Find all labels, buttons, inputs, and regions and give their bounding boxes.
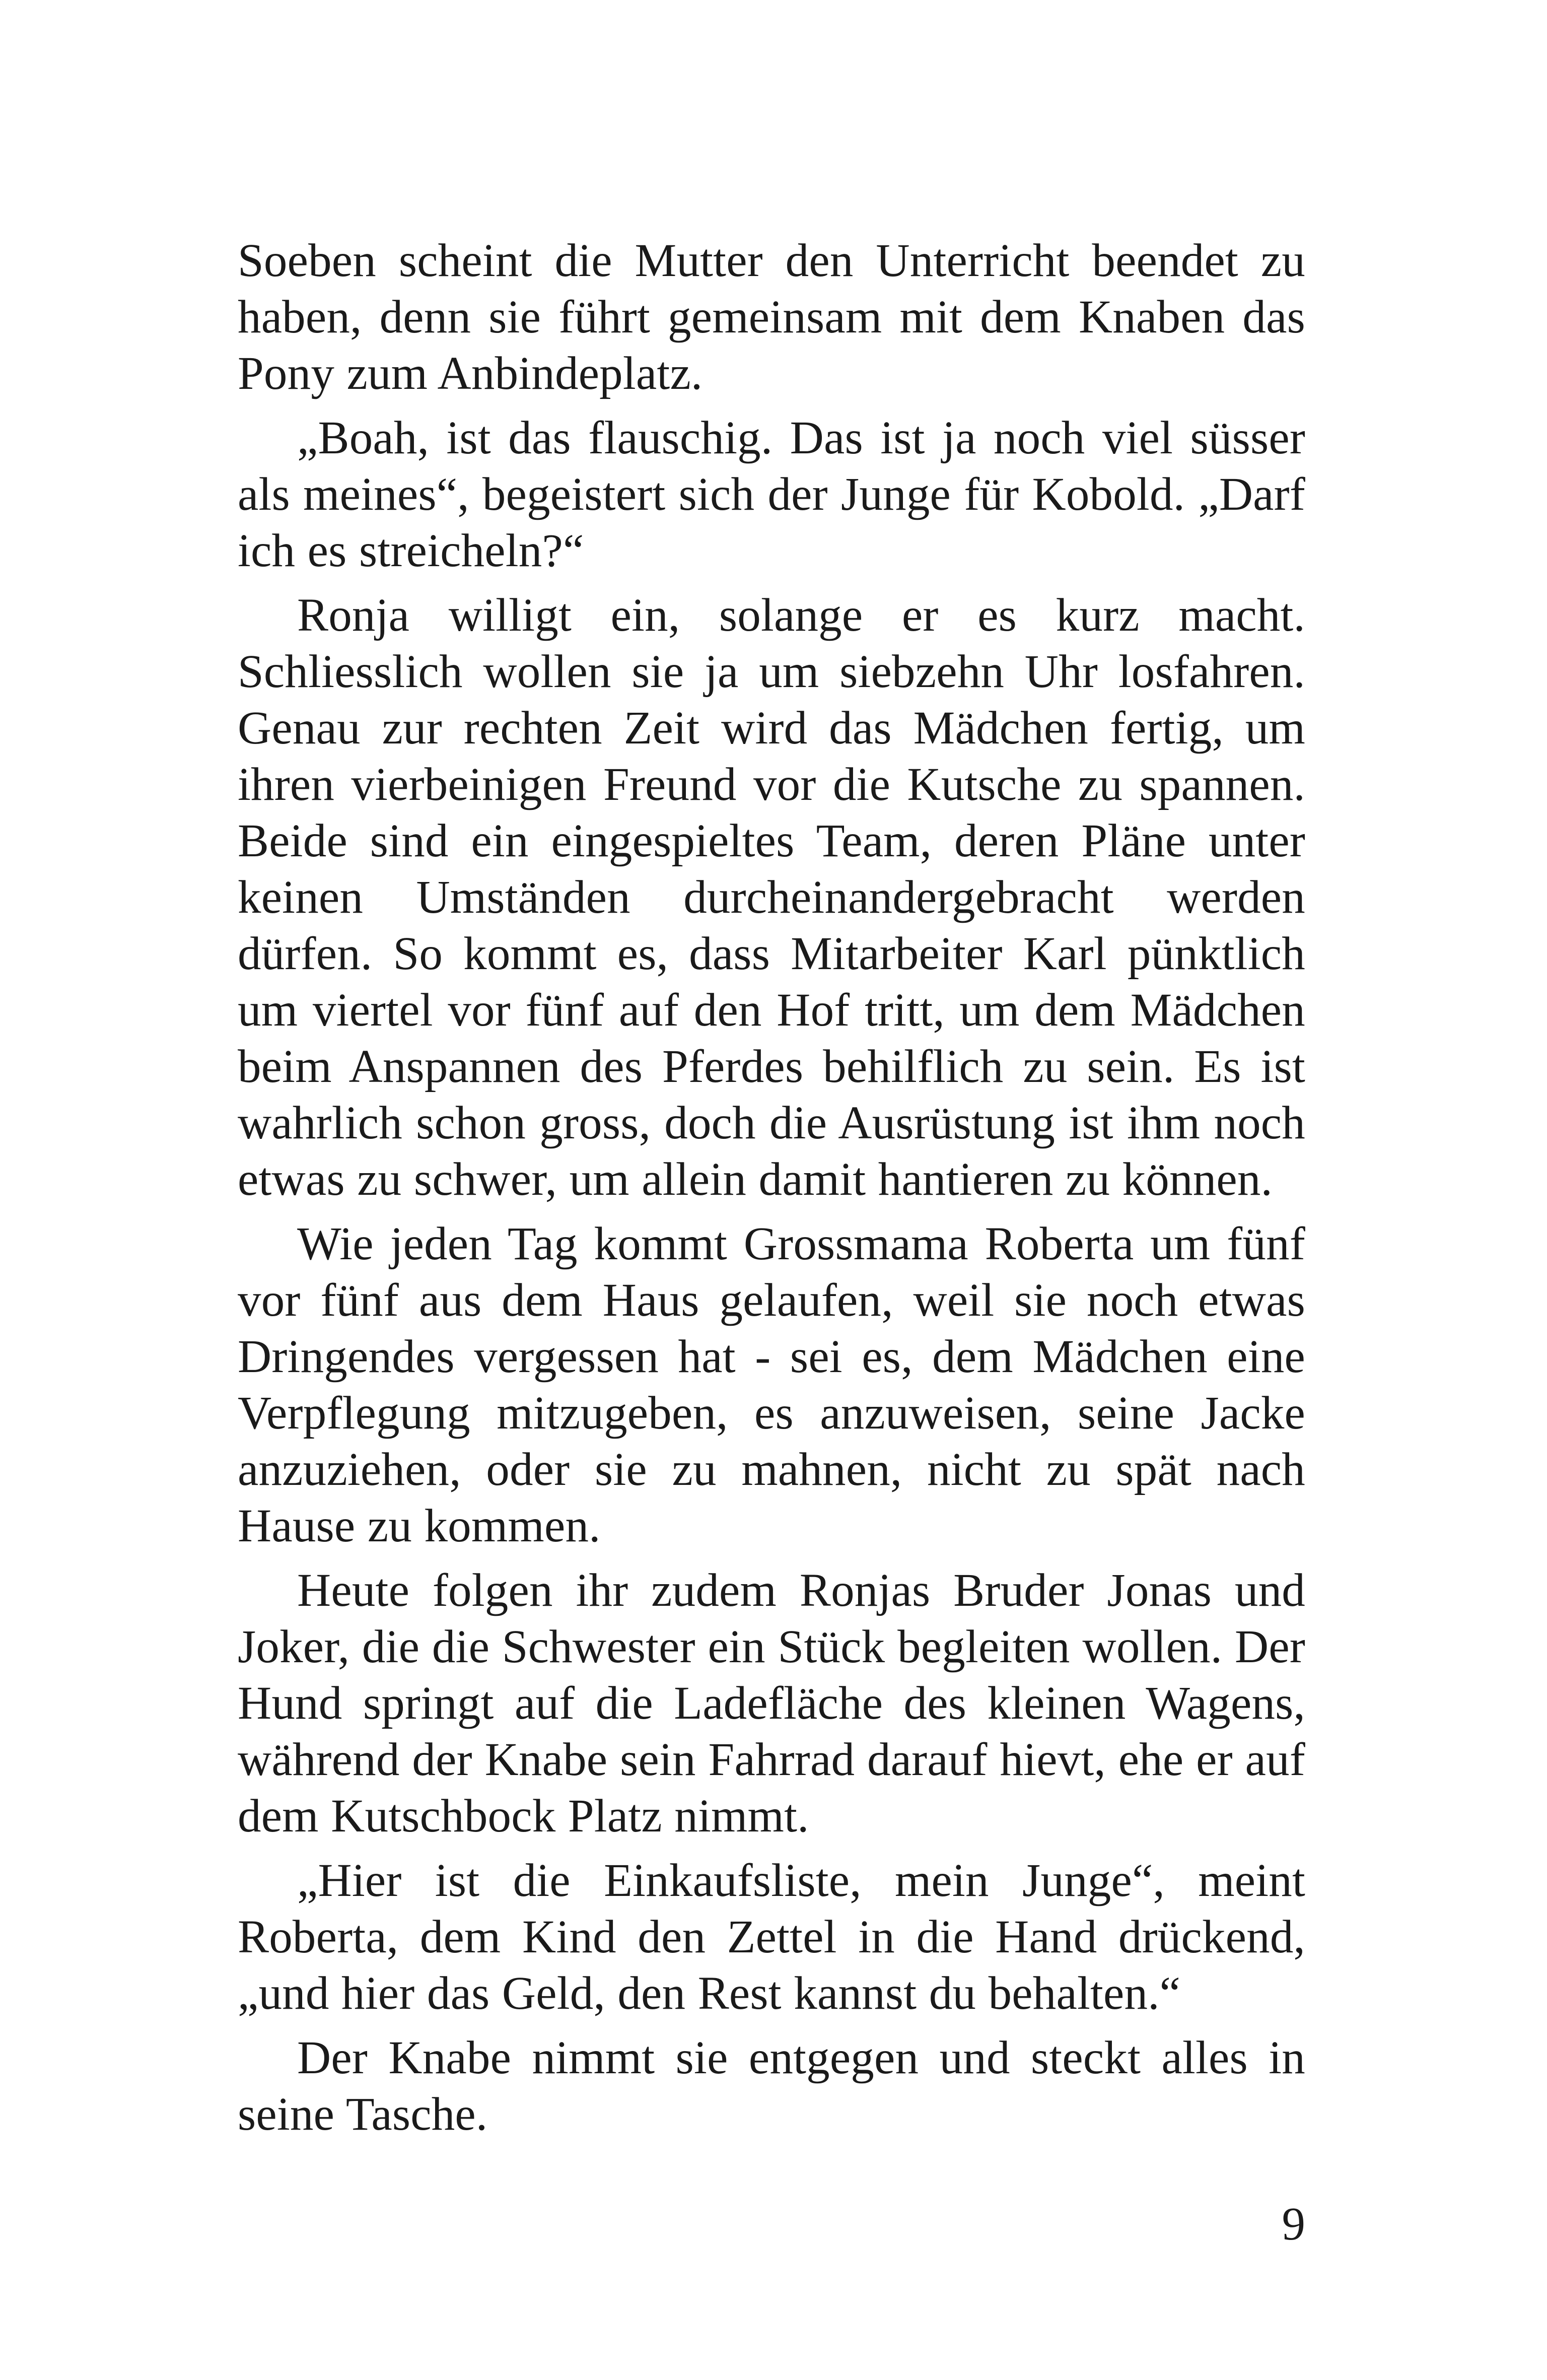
paragraph: „Boah, ist das flauschig. Das ist ja noch viel süsser als meines“, begeistert sich der Junge für Kobold. „Darf ich es streicheln?“ <box>238 412 1305 577</box>
paragraph: Wie jeden Tag kommt Grossmama Roberta um fünf vor fünf aus dem Haus gelaufen, weil sie noch etwas Dringendes vergessen hat - sei es, dem Mädchen eine Verpflegung mitzugeben, es anzuweisen, seine Jacke anzuziehen, oder sie zu mahnen, nicht zu spät nach Hause zu kommen. <box>238 1218 1305 1552</box>
paragraph: Soeben scheint die Mutter den Unterricht beendet zu haben, denn sie führt gemeinsam mit dem Knaben das Pony zum Anbindeplatz. <box>238 235 1305 399</box>
paragraph: Heute folgen ihr zudem Ronjas Bruder Jonas und Joker, die die Schwester ein Stück begleiten wollen. Der Hund springt auf die Ladefläche des kleinen Wagens, während der Knabe sein Fahrrad darauf hievt, ehe er auf dem Kutschbock Platz nimmt. <box>238 1565 1305 1842</box>
page-number: 9 <box>1282 2198 1305 2250</box>
paragraph: „Hier ist die Einkaufsliste, mein Junge“, meint Roberta, dem Kind den Zettel in die Hand drückend, „und hier das Geld, den Rest kannst du behalten.“ <box>238 1855 1305 2019</box>
paragraph: Der Knabe nimmt sie entgegen und steckt alles in seine Tasche. <box>238 2032 1305 2140</box>
body-text <box>238 233 1305 2151</box>
paragraph: Ronja willigt ein, solange er es kurz macht. Schliesslich wollen sie ja um siebzehn Uhr losfahren. Genau zur rechten Zeit wird das Mädchen fertig, um ihren vierbeinigen Freund vor die Kutsche zu spannen. Beide sind ein eingespieltes Team, deren Pläne unter keinen Umständen durcheinandergebracht werden dürfen. So kommt es, dass Mitarbeiter Karl pünktlich um viertel vor fünf auf den Hof tritt, um dem Mädchen beim Anspannen des Pferdes behilflich zu sein. Es ist wahrlich schon gross, doch die Ausrüstung ist ihm noch etwas zu schwer, um allein damit hantieren zu können. <box>238 589 1305 1205</box>
